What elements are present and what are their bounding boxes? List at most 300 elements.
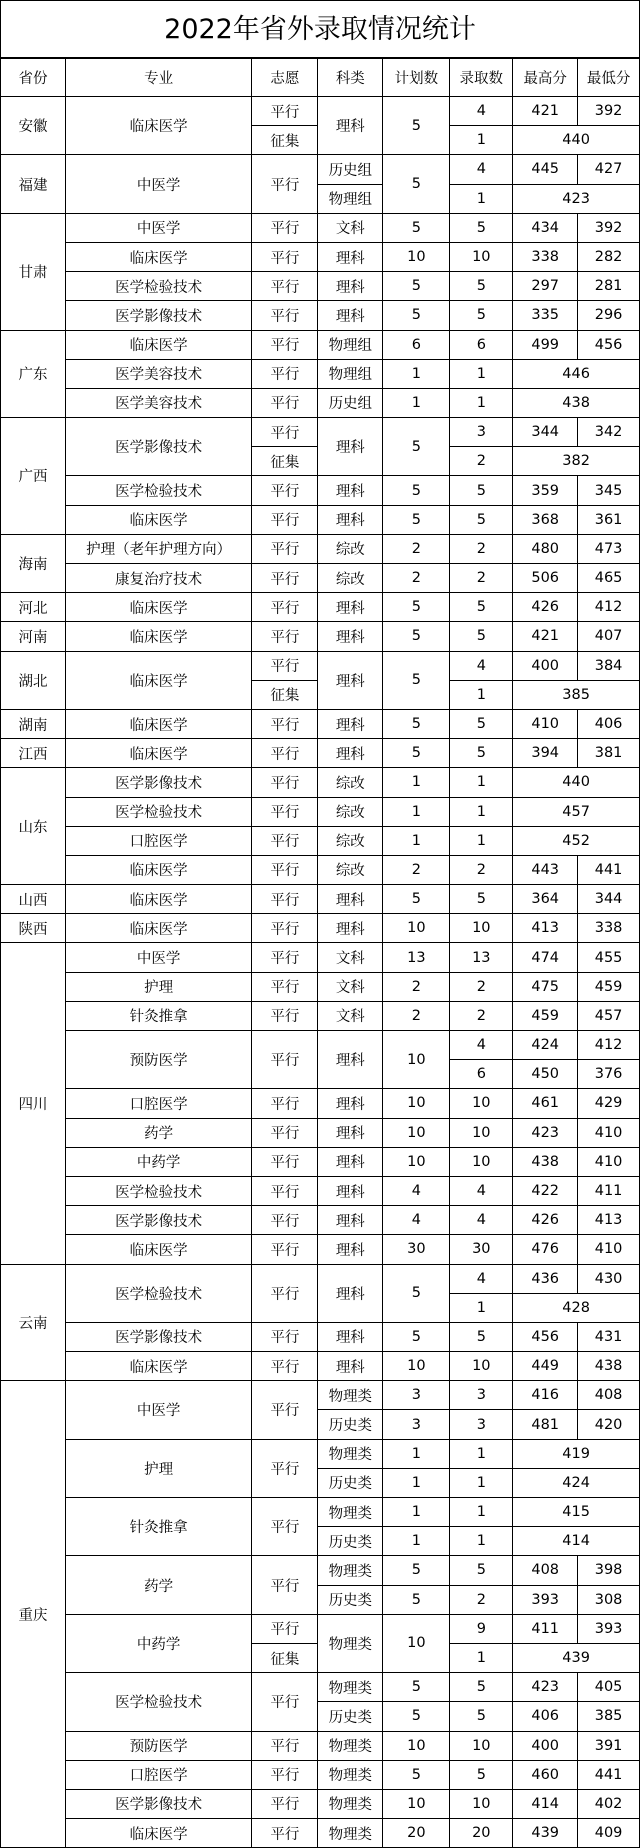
header-category: 科类 xyxy=(318,59,383,97)
volunteer-cell: 平行 xyxy=(252,1673,318,1731)
category-cell: 综改 xyxy=(318,564,383,593)
table-row xyxy=(1,622,640,651)
admitted-cell: 2 xyxy=(450,564,513,593)
admitted-cell: 4 xyxy=(450,1264,513,1293)
table-body xyxy=(1,97,640,1848)
min-score-cell: 412 xyxy=(578,1031,640,1060)
table-row xyxy=(1,709,640,738)
min-score-cell: 456 xyxy=(578,330,640,359)
major-cell: 药学 xyxy=(65,1556,251,1614)
plan-cell: 5 xyxy=(383,1322,450,1351)
volunteer-cell: 平行 xyxy=(252,1789,318,1818)
major-cell: 针灸推拿 xyxy=(65,1498,251,1556)
score-cell: 440 xyxy=(513,126,640,155)
admitted-cell: 13 xyxy=(450,943,513,972)
plan-cell: 2 xyxy=(383,972,450,1001)
category-cell: 理科 xyxy=(318,885,383,914)
volunteer-cell: 平行 xyxy=(252,972,318,1001)
volunteer-cell: 平行 xyxy=(252,593,318,622)
admitted-cell: 10 xyxy=(450,242,513,271)
table-row xyxy=(1,1264,640,1293)
plan-cell: 10 xyxy=(383,242,450,271)
category-cell: 综改 xyxy=(318,768,383,797)
min-score-cell: 465 xyxy=(578,564,640,593)
major-cell: 中医学 xyxy=(65,155,251,213)
plan-cell: 5 xyxy=(383,622,450,651)
plan-cell: 2 xyxy=(383,564,450,593)
page-title: 2022年省外录取情况统计 xyxy=(0,0,640,58)
max-score-cell: 338 xyxy=(513,242,578,271)
major-cell: 临床医学 xyxy=(65,593,251,622)
major-cell: 口腔医学 xyxy=(65,1760,251,1789)
major-cell: 医学美容技术 xyxy=(65,388,251,417)
min-score-cell: 376 xyxy=(578,1060,640,1089)
category-cell: 理科 xyxy=(318,651,383,709)
table-row xyxy=(1,272,640,301)
min-score-cell: 410 xyxy=(578,1118,640,1147)
plan-cell: 5 xyxy=(383,213,450,242)
table-row xyxy=(1,476,640,505)
category-cell: 理科 xyxy=(318,1235,383,1264)
min-score-cell: 409 xyxy=(578,1819,640,1848)
volunteer-cell: 平行 xyxy=(252,709,318,738)
category-cell: 物理类 xyxy=(318,1498,383,1527)
max-score-cell: 436 xyxy=(513,1264,578,1293)
plan-cell: 13 xyxy=(383,943,450,972)
table-row xyxy=(1,1614,640,1643)
plan-cell: 1 xyxy=(383,1498,450,1527)
admitted-cell: 1 xyxy=(450,1468,513,1497)
plan-cell: 1 xyxy=(383,1527,450,1556)
max-score-cell: 408 xyxy=(513,1556,578,1585)
admitted-cell: 1 xyxy=(450,388,513,417)
table-row xyxy=(1,564,640,593)
max-score-cell: 364 xyxy=(513,885,578,914)
major-cell: 临床医学 xyxy=(65,242,251,271)
plan-cell: 2 xyxy=(383,1001,450,1030)
max-score-cell: 411 xyxy=(513,1614,578,1643)
province-cell: 陕西 xyxy=(1,914,66,943)
min-score-cell: 441 xyxy=(578,855,640,884)
max-score-cell: 443 xyxy=(513,855,578,884)
table-row xyxy=(1,242,640,271)
major-cell: 中医学 xyxy=(65,943,251,972)
major-cell: 医学影像技术 xyxy=(65,301,251,330)
admitted-cell: 30 xyxy=(450,1235,513,1264)
major-cell: 预防医学 xyxy=(65,1031,251,1089)
major-cell: 医学检验技术 xyxy=(65,272,251,301)
table-row xyxy=(1,359,640,388)
min-score-cell: 406 xyxy=(578,709,640,738)
table-row xyxy=(1,1673,640,1702)
major-cell: 医学影像技术 xyxy=(65,1206,251,1235)
admitted-cell: 3 xyxy=(450,418,513,447)
major-cell: 临床医学 xyxy=(65,1352,251,1381)
category-cell: 文科 xyxy=(318,213,383,242)
volunteer-cell: 平行 xyxy=(252,1352,318,1381)
major-cell: 医学影像技术 xyxy=(65,768,251,797)
category-cell: 物理组 xyxy=(318,359,383,388)
plan-cell: 6 xyxy=(383,330,450,359)
volunteer-cell: 平行 xyxy=(252,1498,318,1556)
admitted-cell: 6 xyxy=(450,330,513,359)
score-cell: 415 xyxy=(513,1498,640,1527)
category-cell: 理科 xyxy=(318,1176,383,1205)
score-cell: 423 xyxy=(513,184,640,213)
score-cell: 424 xyxy=(513,1468,640,1497)
category-cell: 理科 xyxy=(318,301,383,330)
major-cell: 医学检验技术 xyxy=(65,1673,251,1731)
min-score-cell: 407 xyxy=(578,622,640,651)
plan-cell: 3 xyxy=(383,1410,450,1439)
volunteer-cell: 平行 xyxy=(252,1147,318,1176)
max-score-cell: 423 xyxy=(513,1118,578,1147)
min-score-cell: 413 xyxy=(578,1206,640,1235)
table-row xyxy=(1,1760,640,1789)
min-score-cell: 342 xyxy=(578,418,640,447)
plan-cell: 30 xyxy=(383,1235,450,1264)
header-province: 省份 xyxy=(1,59,66,97)
max-score-cell: 400 xyxy=(513,651,578,680)
category-cell: 理科 xyxy=(318,914,383,943)
admitted-cell: 1 xyxy=(450,1293,513,1322)
category-cell: 物理类 xyxy=(318,1760,383,1789)
volunteer-cell: 平行 xyxy=(252,418,318,447)
admitted-cell: 5 xyxy=(450,505,513,534)
volunteer-cell: 平行 xyxy=(252,1031,318,1089)
table-row xyxy=(1,972,640,1001)
category-cell: 物理类 xyxy=(318,1556,383,1585)
max-score-cell: 476 xyxy=(513,1235,578,1264)
category-cell: 历史类 xyxy=(318,1702,383,1731)
category-cell: 综改 xyxy=(318,855,383,884)
category-cell: 历史组 xyxy=(318,388,383,417)
max-score-cell: 410 xyxy=(513,709,578,738)
score-cell: 457 xyxy=(513,797,640,826)
admitted-cell: 5 xyxy=(450,1702,513,1731)
max-score-cell: 416 xyxy=(513,1381,578,1410)
min-score-cell: 392 xyxy=(578,97,640,126)
admission-table xyxy=(0,58,640,1848)
plan-cell: 1 xyxy=(383,359,450,388)
table-row xyxy=(1,826,640,855)
min-score-cell: 455 xyxy=(578,943,640,972)
min-score-cell: 308 xyxy=(578,1585,640,1614)
category-cell: 物理类 xyxy=(318,1673,383,1702)
table-row xyxy=(1,1498,640,1527)
plan-cell: 5 xyxy=(383,97,450,155)
category-cell: 文科 xyxy=(318,1001,383,1030)
category-cell: 文科 xyxy=(318,943,383,972)
major-cell: 医学影像技术 xyxy=(65,1322,251,1351)
major-cell: 药学 xyxy=(65,1118,251,1147)
plan-cell: 5 xyxy=(383,505,450,534)
volunteer-cell: 平行 xyxy=(252,1118,318,1147)
max-score-cell: 449 xyxy=(513,1352,578,1381)
max-score-cell: 434 xyxy=(513,213,578,242)
admitted-cell: 2 xyxy=(450,447,513,476)
admitted-cell: 2 xyxy=(450,855,513,884)
volunteer-cell: 平行 xyxy=(252,359,318,388)
major-cell: 临床医学 xyxy=(65,1819,251,1848)
table-row xyxy=(1,1235,640,1264)
max-score-cell: 423 xyxy=(513,1673,578,1702)
table-row xyxy=(1,213,640,242)
category-cell: 历史类 xyxy=(318,1468,383,1497)
header-volunteer: 志愿 xyxy=(252,59,318,97)
volunteer-cell: 平行 xyxy=(252,534,318,563)
max-score-cell: 506 xyxy=(513,564,578,593)
major-cell: 临床医学 xyxy=(65,1235,251,1264)
admitted-cell: 2 xyxy=(450,972,513,1001)
admitted-cell: 2 xyxy=(450,1585,513,1614)
province-cell: 广东 xyxy=(1,330,66,418)
volunteer-cell: 平行 xyxy=(252,768,318,797)
admitted-cell: 5 xyxy=(450,1322,513,1351)
plan-cell: 5 xyxy=(383,1556,450,1585)
admitted-cell: 5 xyxy=(450,272,513,301)
plan-cell: 10 xyxy=(383,1089,450,1118)
province-cell: 山西 xyxy=(1,885,66,914)
volunteer-cell: 平行 xyxy=(252,1322,318,1351)
volunteer-cell: 平行 xyxy=(252,739,318,768)
plan-cell: 5 xyxy=(383,476,450,505)
table-row xyxy=(1,330,640,359)
volunteer-cell: 平行 xyxy=(252,213,318,242)
plan-cell: 5 xyxy=(383,272,450,301)
major-cell: 临床医学 xyxy=(65,855,251,884)
min-score-cell: 296 xyxy=(578,301,640,330)
major-cell: 中医学 xyxy=(65,1381,251,1439)
category-cell: 理科 xyxy=(318,242,383,271)
admitted-cell: 1 xyxy=(450,1439,513,1468)
plan-cell: 5 xyxy=(383,885,450,914)
table-row xyxy=(1,1118,640,1147)
table-row xyxy=(1,651,640,680)
category-cell: 理科 xyxy=(318,709,383,738)
score-cell: 440 xyxy=(513,768,640,797)
table-row xyxy=(1,739,640,768)
volunteer-cell: 平行 xyxy=(252,97,318,126)
major-cell: 临床医学 xyxy=(65,651,251,709)
admitted-cell: 10 xyxy=(450,1352,513,1381)
score-cell: 439 xyxy=(513,1643,640,1672)
category-cell: 理科 xyxy=(318,1206,383,1235)
category-cell: 理科 xyxy=(318,505,383,534)
max-score-cell: 475 xyxy=(513,972,578,1001)
plan-cell: 3 xyxy=(383,1381,450,1410)
header-plan: 计划数 xyxy=(383,59,450,97)
table-row xyxy=(1,1001,640,1030)
admitted-cell: 10 xyxy=(450,1089,513,1118)
category-cell: 理科 xyxy=(318,1031,383,1089)
table-row xyxy=(1,97,640,126)
table-row xyxy=(1,914,640,943)
max-score-cell: 450 xyxy=(513,1060,578,1089)
major-cell: 临床医学 xyxy=(65,885,251,914)
table-row xyxy=(1,1352,640,1381)
plan-cell: 10 xyxy=(383,1789,450,1818)
category-cell: 理科 xyxy=(318,418,383,476)
volunteer-cell: 平行 xyxy=(252,1264,318,1322)
plan-cell: 10 xyxy=(383,1352,450,1381)
admitted-cell: 2 xyxy=(450,534,513,563)
category-cell: 物理类 xyxy=(318,1819,383,1848)
volunteer-cell: 平行 xyxy=(252,943,318,972)
major-cell: 医学检验技术 xyxy=(65,797,251,826)
score-cell: 438 xyxy=(513,388,640,417)
table-row xyxy=(1,505,640,534)
volunteer-cell: 平行 xyxy=(252,272,318,301)
province-cell: 甘肃 xyxy=(1,213,66,330)
table-row xyxy=(1,388,640,417)
max-score-cell: 499 xyxy=(513,330,578,359)
major-cell: 口腔医学 xyxy=(65,826,251,855)
plan-cell: 5 xyxy=(383,155,450,213)
volunteer-cell: 平行 xyxy=(252,1439,318,1497)
major-cell: 康复治疗技术 xyxy=(65,564,251,593)
admitted-cell: 1 xyxy=(450,1498,513,1527)
max-score-cell: 480 xyxy=(513,534,578,563)
min-score-cell: 393 xyxy=(578,1614,640,1643)
admitted-cell: 1 xyxy=(450,826,513,855)
admitted-cell: 5 xyxy=(450,476,513,505)
major-cell: 临床医学 xyxy=(65,914,251,943)
admitted-cell: 5 xyxy=(450,622,513,651)
plan-cell: 5 xyxy=(383,1760,450,1789)
volunteer-cell: 平行 xyxy=(252,476,318,505)
category-cell: 理科 xyxy=(318,97,383,155)
plan-cell: 10 xyxy=(383,1118,450,1147)
major-cell: 护理（老年护理方向） xyxy=(65,534,251,563)
max-score-cell: 424 xyxy=(513,1031,578,1060)
province-cell: 江西 xyxy=(1,739,66,768)
table-row xyxy=(1,155,640,184)
min-score-cell: 430 xyxy=(578,1264,640,1293)
volunteer-cell: 平行 xyxy=(252,914,318,943)
category-cell: 历史组 xyxy=(318,155,383,184)
max-score-cell: 461 xyxy=(513,1089,578,1118)
table-row xyxy=(1,768,640,797)
major-cell: 临床医学 xyxy=(65,97,251,155)
category-cell: 历史类 xyxy=(318,1527,383,1556)
major-cell: 临床医学 xyxy=(65,739,251,768)
min-score-cell: 281 xyxy=(578,272,640,301)
header-min-score: 最低分 xyxy=(578,59,640,97)
table-row xyxy=(1,1089,640,1118)
table-row xyxy=(1,1031,640,1060)
admitted-cell: 10 xyxy=(450,1118,513,1147)
major-cell: 临床医学 xyxy=(65,622,251,651)
max-score-cell: 422 xyxy=(513,1176,578,1205)
max-score-cell: 481 xyxy=(513,1410,578,1439)
major-cell: 预防医学 xyxy=(65,1731,251,1760)
min-score-cell: 384 xyxy=(578,651,640,680)
max-score-cell: 344 xyxy=(513,418,578,447)
min-score-cell: 405 xyxy=(578,1673,640,1702)
volunteer-cell: 征集 xyxy=(252,126,318,155)
max-score-cell: 393 xyxy=(513,1585,578,1614)
category-cell: 理科 xyxy=(318,593,383,622)
plan-cell: 5 xyxy=(383,1702,450,1731)
min-score-cell: 344 xyxy=(578,885,640,914)
min-score-cell: 457 xyxy=(578,1001,640,1030)
province-cell: 湖南 xyxy=(1,709,66,738)
score-cell: 382 xyxy=(513,447,640,476)
min-score-cell: 391 xyxy=(578,1731,640,1760)
plan-cell: 10 xyxy=(383,914,450,943)
plan-cell: 1 xyxy=(383,1468,450,1497)
volunteer-cell: 征集 xyxy=(252,447,318,476)
volunteer-cell: 平行 xyxy=(252,651,318,680)
table-row xyxy=(1,418,640,447)
category-cell: 物理类 xyxy=(318,1381,383,1410)
admitted-cell: 4 xyxy=(450,1176,513,1205)
volunteer-cell: 平行 xyxy=(252,1206,318,1235)
major-cell: 中医学 xyxy=(65,213,251,242)
category-cell: 综改 xyxy=(318,534,383,563)
major-cell: 医学影像技术 xyxy=(65,418,251,476)
admitted-cell: 3 xyxy=(450,1381,513,1410)
province-cell: 山东 xyxy=(1,768,66,885)
major-cell: 医学检验技术 xyxy=(65,1176,251,1205)
max-score-cell: 474 xyxy=(513,943,578,972)
admitted-cell: 4 xyxy=(450,651,513,680)
plan-cell: 4 xyxy=(383,1206,450,1235)
admitted-cell: 5 xyxy=(450,213,513,242)
table-row xyxy=(1,1381,640,1410)
header-row xyxy=(1,59,640,97)
category-cell: 综改 xyxy=(318,826,383,855)
max-score-cell: 421 xyxy=(513,622,578,651)
category-cell: 理科 xyxy=(318,476,383,505)
plan-cell: 10 xyxy=(383,1031,450,1089)
admitted-cell: 5 xyxy=(450,739,513,768)
province-cell: 安徽 xyxy=(1,97,66,155)
min-score-cell: 410 xyxy=(578,1235,640,1264)
admitted-cell: 3 xyxy=(450,1410,513,1439)
volunteer-cell: 平行 xyxy=(252,1235,318,1264)
table-row xyxy=(1,1206,640,1235)
max-score-cell: 421 xyxy=(513,97,578,126)
category-cell: 物理类 xyxy=(318,1731,383,1760)
max-score-cell: 426 xyxy=(513,593,578,622)
max-score-cell: 459 xyxy=(513,1001,578,1030)
table-row xyxy=(1,1176,640,1205)
category-cell: 物理类 xyxy=(318,1789,383,1818)
plan-cell: 5 xyxy=(383,1585,450,1614)
max-score-cell: 414 xyxy=(513,1789,578,1818)
category-cell: 理科 xyxy=(318,622,383,651)
plan-cell: 2 xyxy=(383,855,450,884)
volunteer-cell: 平行 xyxy=(252,1760,318,1789)
score-cell: 428 xyxy=(513,1293,640,1322)
admitted-cell: 20 xyxy=(450,1819,513,1848)
plan-cell: 10 xyxy=(383,1614,450,1672)
province-cell: 重庆 xyxy=(1,1381,66,1848)
min-score-cell: 459 xyxy=(578,972,640,1001)
min-score-cell: 338 xyxy=(578,914,640,943)
max-score-cell: 297 xyxy=(513,272,578,301)
min-score-cell: 438 xyxy=(578,1352,640,1381)
volunteer-cell: 平行 xyxy=(252,1614,318,1643)
plan-cell: 2 xyxy=(383,534,450,563)
category-cell: 理科 xyxy=(318,1322,383,1351)
min-score-cell: 282 xyxy=(578,242,640,271)
admitted-cell: 5 xyxy=(450,593,513,622)
max-score-cell: 445 xyxy=(513,155,578,184)
score-cell: 385 xyxy=(513,680,640,709)
